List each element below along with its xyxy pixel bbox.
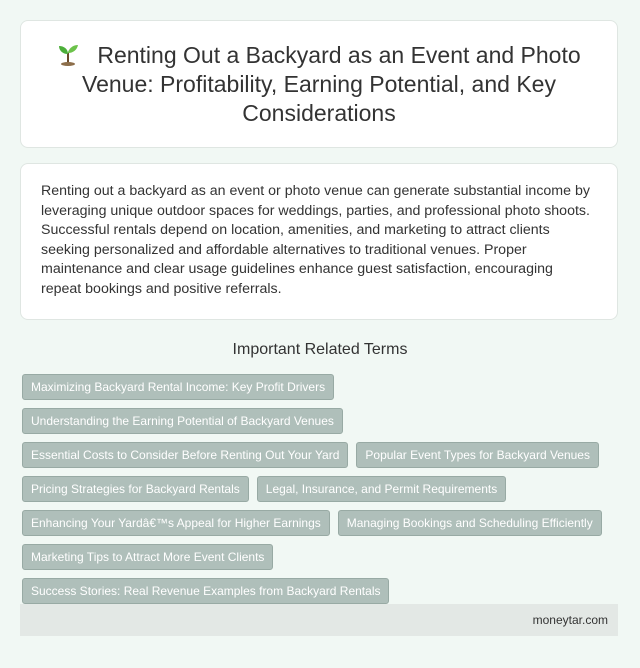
site-link[interactable]: moneytar.com [532, 613, 608, 627]
page-title-text: Renting Out a Backyard as an Event and Photo Venue: Profitability, Earning Potential, and Key Considerations [82, 41, 581, 126]
title-card [20, 20, 618, 148]
page-title [49, 41, 589, 128]
related-terms-heading: Important Related Terms [232, 341, 408, 358]
related-term-tag[interactable]: Enhancing Your Yardâ€™s Appeal for Higher Earnings [22, 510, 330, 536]
summary-text: Renting out a backyard as an event or photo venue can generate substantial income by leveraging unique outdoor spaces for weddings, parties, and professional photo shoots. Successful rentals depend on location, amenities, and marketing to attract clients seeking personalized and affordable alternatives to traditional venues. Proper maintenance and clear usage guidelines enhance guest satisfaction, encouraging repeat bookings and positive referrals. [41, 183, 590, 297]
related-term-tag[interactable]: Marketing Tips to Attract More Event Clients [22, 544, 273, 570]
related-term-tag[interactable]: Maximizing Backyard Rental Income: Key Profit Drivers [22, 374, 334, 400]
footer-bar [20, 604, 618, 636]
related-term-tag[interactable]: Success Stories: Real Revenue Examples from Backyard Rentals [22, 578, 389, 604]
related-term-tag[interactable]: Understanding the Earning Potential of Backyard Venues [22, 408, 343, 434]
related-term-tag[interactable]: Managing Bookings and Scheduling Efficiently [338, 510, 602, 536]
related-term-tag[interactable]: Popular Event Types for Backyard Venues [356, 442, 599, 468]
related-terms-list [22, 374, 622, 604]
related-term-tag[interactable]: Legal, Insurance, and Permit Requirements [257, 476, 506, 502]
sprout-icon [57, 42, 79, 66]
summary-card [20, 163, 618, 320]
related-term-tag[interactable]: Essential Costs to Consider Before Renting Out Your Yard [22, 442, 348, 468]
related-term-tag[interactable]: Pricing Strategies for Backyard Rentals [22, 476, 249, 502]
